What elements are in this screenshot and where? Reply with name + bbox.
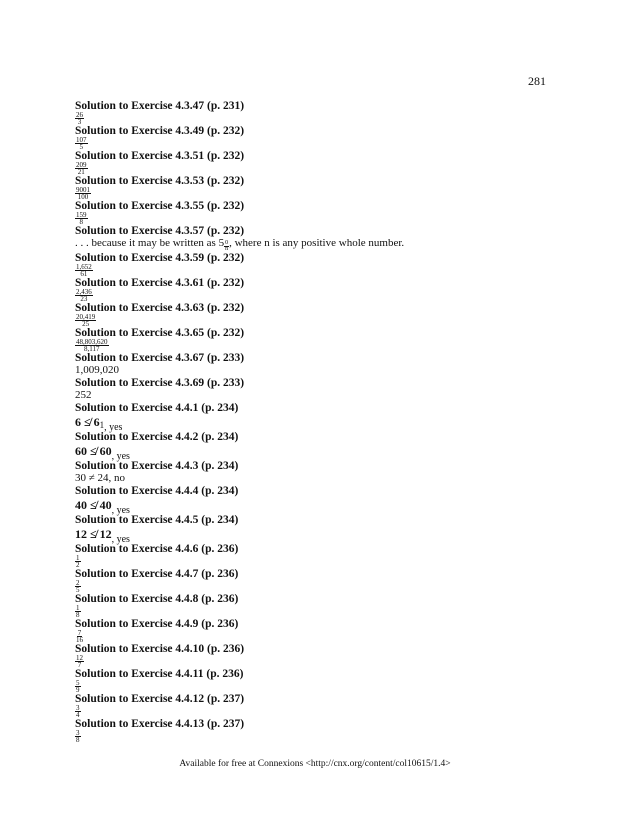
solution-title: Solution to Exercise 4.4.3 (p. 234) (75, 460, 239, 472)
fraction-numerator: 107 (76, 136, 87, 144)
solution-answer (75, 289, 555, 302)
page-number: 281 (528, 74, 546, 88)
solution-title: Solution to Exercise 4.4.4 (p. 234) (75, 485, 239, 497)
solution-item (75, 352, 555, 377)
solution-title: Solution to Exercise 4.4.11 (p. 236) (75, 668, 244, 680)
solution-answer: 30 ≠ 24, no (75, 472, 126, 484)
solution-item (75, 327, 555, 352)
solution-title: Solution to Exercise 4.3.53 (p. 232) (75, 175, 245, 187)
fraction-numerator: 2 (76, 579, 80, 587)
fraction (75, 605, 81, 618)
fraction-numerator: 48,803,620 (76, 338, 108, 346)
fraction-denominator: 23 (80, 295, 88, 303)
fraction (75, 655, 84, 668)
solution-title: Solution to Exercise 4.4.8 (p. 236) (75, 593, 239, 605)
solution-answer (75, 112, 555, 125)
solution-title: Solution to Exercise 4.4.9 (p. 236) (75, 618, 239, 630)
solution-item (75, 460, 555, 485)
fraction-denominator: 16 (76, 636, 83, 644)
inequality: 6 ≰ 6 (75, 415, 100, 429)
solution-item (75, 252, 555, 277)
fraction-denominator: 5 (76, 586, 80, 594)
solution-item (75, 402, 555, 431)
fraction-denominator: 9 (76, 686, 80, 694)
fraction (75, 339, 109, 352)
solutions-list (75, 100, 555, 743)
solution-item (75, 693, 555, 718)
solution-title: Solution to Exercise 4.3.57 (p. 232) (75, 225, 245, 237)
solution-answer (75, 162, 555, 175)
solution-item (75, 514, 555, 543)
fraction-numerator: 7 (77, 629, 82, 637)
solution-item (75, 125, 555, 150)
fraction-numerator: 9001 (76, 186, 90, 194)
answer-text: , where n is any positive whole number. (229, 237, 405, 249)
fraction-numerator: 12 (76, 654, 83, 662)
solution-title: Solution to Exercise 4.4.10 (p. 236) (75, 643, 245, 655)
solution-answer (75, 680, 555, 693)
solution-item (75, 302, 555, 327)
fraction-numerator: 1 (76, 554, 80, 562)
fraction (75, 137, 88, 150)
fraction-numerator: 3 (76, 704, 80, 712)
solution-item (75, 643, 555, 668)
solution-item (75, 485, 555, 514)
solution-answer (75, 655, 555, 668)
inequality-subscript: 1 (99, 420, 105, 430)
solution-answer (75, 605, 555, 618)
fraction-denominator: 21 (77, 168, 85, 176)
fraction (75, 264, 93, 277)
solution-title: Solution to Exercise 4.4.1 (p. 234) (75, 402, 239, 414)
fraction-denominator: 25 (82, 320, 90, 328)
answer-text: . . . because it may be written as 5 (75, 237, 225, 249)
solution-answer (75, 555, 555, 568)
fraction-numerator: 209 (76, 161, 87, 169)
solution-title: Solution to Exercise 4.4.2 (p. 234) (75, 431, 239, 443)
fraction-denominator: 3 (77, 118, 82, 126)
fraction-numerator: 1,652 (76, 263, 92, 271)
answer-text: , yes (111, 505, 130, 516)
solution-item (75, 277, 555, 302)
solution-title: Solution to Exercise 4.3.51 (p. 232) (75, 150, 245, 162)
solution-answer (75, 339, 555, 352)
fraction-denominator: 7 (77, 661, 82, 669)
fraction-numerator: 20,419 (76, 313, 96, 321)
solution-answer (75, 526, 555, 543)
solution-item (75, 377, 555, 402)
fraction (75, 187, 91, 200)
fraction-denominator: 5 (79, 143, 83, 151)
fraction (75, 162, 88, 175)
solution-answer (75, 705, 555, 718)
fraction (75, 705, 81, 718)
solution-title: Solution to Exercise 4.3.49 (p. 232) (75, 125, 245, 137)
inequality: 12 ≰ 12 (75, 527, 112, 541)
solution-answer (75, 264, 555, 277)
solution-title: Solution to Exercise 4.3.47 (p. 231) (75, 100, 245, 112)
fraction-denominator: 8 (76, 611, 80, 619)
fraction-numerator: 0 (225, 240, 229, 246)
solution-title: Solution to Exercise 4.3.55 (p. 232) (75, 200, 245, 212)
solution-title: Solution to Exercise 4.3.65 (p. 232) (75, 327, 245, 339)
solution-title: Solution to Exercise 4.4.7 (p. 236) (75, 568, 239, 580)
fraction-numerator: 1 (76, 604, 80, 612)
fraction-numerator: 159 (76, 211, 87, 219)
fraction-denominator: n (225, 246, 229, 252)
solution-answer: 1,009,020 (75, 364, 119, 376)
solution-item (75, 543, 555, 568)
solution-title: Solution to Exercise 4.3.67 (p. 233) (75, 352, 245, 364)
solution-answer (75, 237, 555, 252)
fraction-denominator: 4 (76, 711, 80, 719)
solution-answer (75, 414, 555, 431)
fraction-denominator: 100 (77, 193, 89, 201)
solution-item (75, 175, 555, 200)
solution-item (75, 718, 555, 743)
fraction (75, 730, 81, 743)
solution-answer (75, 137, 555, 150)
solution-item (75, 593, 555, 618)
fraction-denominator: 61 (80, 270, 88, 278)
fraction (75, 680, 81, 693)
solution-item (75, 225, 555, 252)
solution-title: Solution to Exercise 4.3.61 (p. 232) (75, 277, 245, 289)
fraction-numerator: 5 (76, 679, 80, 687)
fraction (75, 212, 88, 225)
solution-answer (75, 187, 555, 200)
solution-title: Solution to Exercise 4.4.13 (p. 237) (75, 718, 245, 730)
fraction (75, 112, 84, 125)
fraction-numerator: 2,436 (76, 288, 92, 296)
solution-answer (75, 730, 555, 743)
solution-answer (75, 630, 555, 643)
solution-item (75, 618, 555, 643)
solution-title: Solution to Exercise 4.4.5 (p. 234) (75, 514, 239, 526)
answer-text: , yes (104, 422, 123, 433)
fraction-denominator: 8,117 (84, 345, 100, 353)
solution-item (75, 431, 555, 460)
solution-title: Solution to Exercise 4.4.12 (p. 237) (75, 693, 245, 705)
solution-item (75, 100, 555, 125)
fraction-denominator: 8 (76, 736, 80, 744)
fraction-numerator: 26 (76, 111, 83, 119)
fraction (75, 555, 81, 568)
solution-answer: 252 (75, 389, 92, 401)
inequality: 40 ≰ 40 (75, 498, 112, 512)
solution-answer (75, 443, 555, 460)
fraction (75, 630, 84, 643)
solution-title: Solution to Exercise 4.3.69 (p. 233) (75, 377, 245, 389)
solution-item (75, 150, 555, 175)
fraction-numerator: 3 (76, 729, 80, 737)
fraction-denominator: 2 (76, 561, 80, 569)
solution-title: Solution to Exercise 4.4.6 (p. 236) (75, 543, 239, 555)
solution-answer (75, 212, 555, 225)
answer-text: , yes (111, 534, 130, 545)
solution-answer (75, 314, 555, 327)
footer-availability: Available for free at Connexions <http://cnx.org/content/col10615/1.4> (179, 759, 451, 769)
fraction (75, 289, 93, 302)
fraction (75, 314, 96, 327)
solution-item (75, 200, 555, 225)
solution-item (75, 668, 555, 693)
solution-title: Solution to Exercise 4.3.63 (p. 232) (75, 302, 245, 314)
fraction-denominator: 8 (79, 218, 83, 226)
solution-answer (75, 497, 555, 514)
solution-title: Solution to Exercise 4.3.59 (p. 232) (75, 252, 245, 264)
solution-answer (75, 580, 555, 593)
answer-text: , yes (111, 451, 130, 462)
solution-item (75, 568, 555, 593)
fraction (75, 580, 81, 593)
inequality: 60 ≰ 60 (75, 444, 112, 458)
